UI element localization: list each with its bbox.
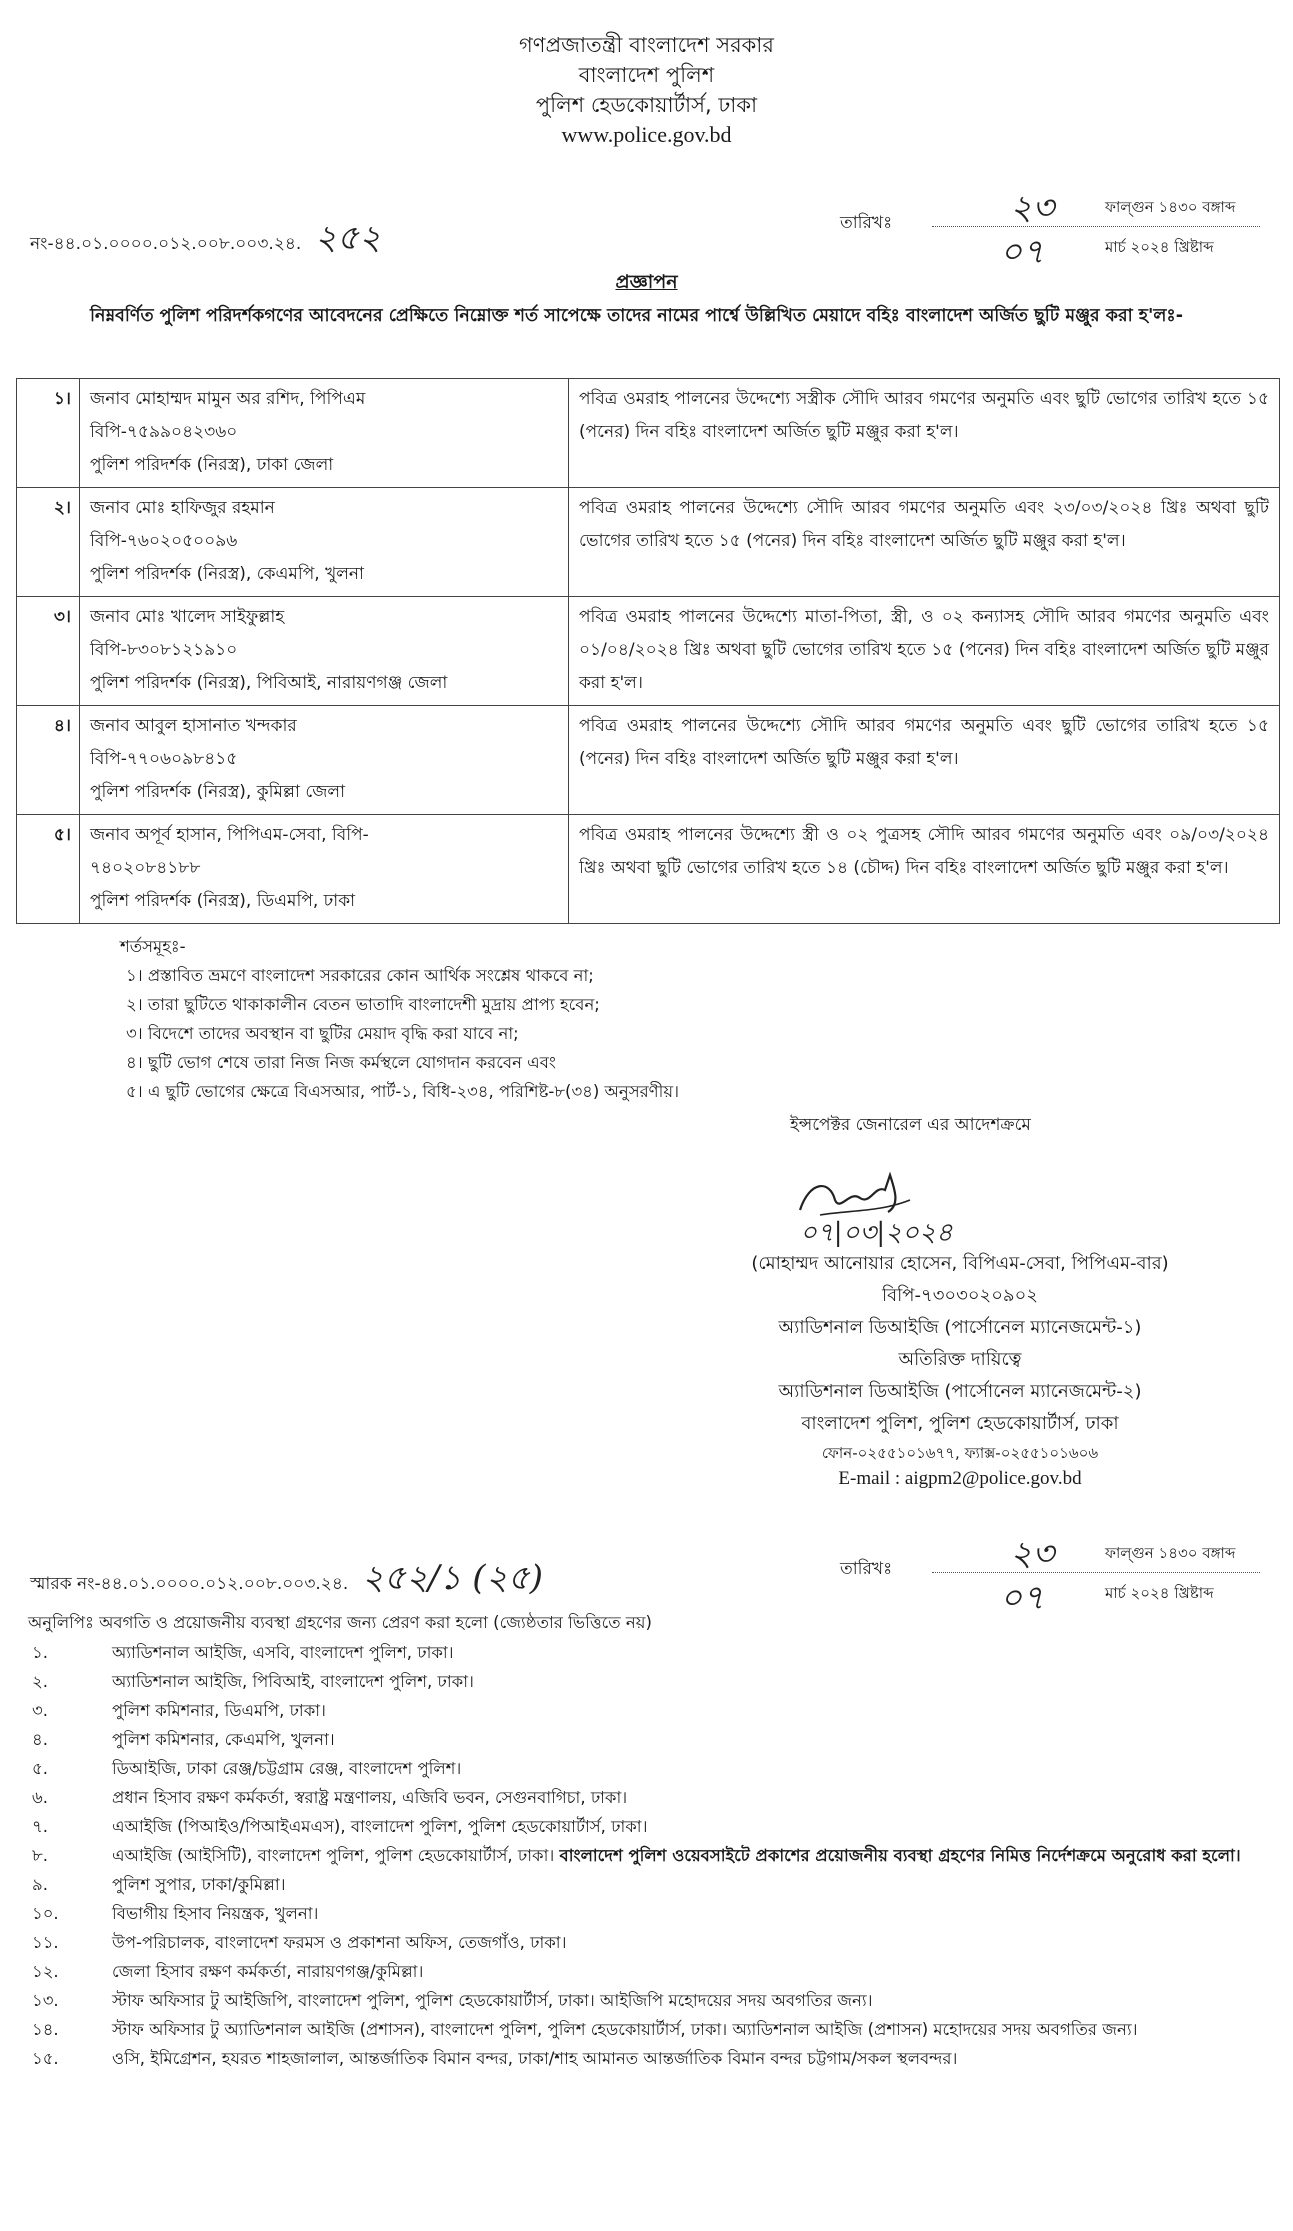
distribution-item	[32, 1696, 1272, 1725]
officer-name: জনাব অপূর্ব হাসান, পিপিএম-সেবা, বিপি-	[90, 825, 369, 845]
grant-serial: ৫।	[17, 815, 80, 924]
memo-date-month-english: মার্চ ২০২৪ খ্রিষ্টাব্দ	[1105, 1584, 1214, 1602]
grant-details: পবিত্র ওমরাহ পালনের উদ্দেশ্যে স্ত্রী ও ০২ পুত্রসহ সৌদি আরব গমণের অনুমতি এবং ০৯/০৩/২০২৪ খ্রিঃ অথবা ছুটি ভোগের তারিখ হতে ১৪ (চৌদ্দ) দিন বহিঃ বাংলাদেশ অর্জিত ছুটি মঞ্জুর করা হ'ল।	[569, 815, 1280, 924]
condition-item: ২। তারা ছুটিতে থাকাকালীন বেতন ভাতাদি বাংলাদেশী মুদ্রায় প্রাপ্য হবেন;	[126, 995, 600, 1014]
grant-details: পবিত্র ওমরাহ পালনের উদ্দেশ্যে সস্ত্রীক সৌদি আরব গমণের অনুমতি এবং ছুটি ভোগের তারিখ হতে ১৫ (পনের) দিন বহিঃ বাংলাদেশ অর্জিত ছুটি মঞ্জুর করা হ'ল।	[569, 379, 1280, 488]
distribution-item	[32, 1725, 1272, 1754]
officer-bp: বিপি-৮৩০৮১২১৯১০	[90, 640, 238, 660]
distribution-recipient: পুলিশ কমিশনার, ডিএমপি, ঢাকা।	[112, 1701, 326, 1720]
distribution-recipient: স্টাফ অফিসার টু আইজিপি, বাংলাদেশ পুলিশ, পুলিশ হেডকোয়ার্টার্স, ঢাকা। আইজিপি মহোদয়ের সদয় অবগতির জন্য।	[112, 1991, 873, 2010]
condition-item: ৫। এ ছুটি ভোগের ক্ষেত্রে বিএসআর, পার্ট-১, বিধি-২৩৪, পরিশিষ্ট-৮(৩৪) অনুসরণীয়।	[126, 1082, 679, 1101]
distribution-item-text	[112, 1957, 1272, 1986]
distribution-recipient: স্টাফ অফিসার টু অ্যাডিশনাল আইজি (প্রশাসন), বাংলাদেশ পুলিশ, পুলিশ হেডকোয়ার্টার্স, ঢাকা। অ্যাডিশনাল আইজি (প্রশাসন) মহোদয়ের সদয় অবগতির জন্য।	[112, 2020, 1138, 2039]
grant-officer	[80, 597, 569, 706]
distribution-item-text	[112, 1986, 1272, 2015]
distribution-item-number: ৩.	[32, 1701, 48, 1720]
distribution-item	[32, 1986, 1272, 2015]
distribution-item-number: ১৩.	[32, 1991, 59, 2010]
distribution-item	[32, 2015, 1272, 2044]
grant-officer	[80, 815, 569, 924]
conditions-heading: শর্তসমূহঃ-	[120, 937, 186, 956]
grant-details: পবিত্র ওমরাহ পালনের উদ্দেশ্যে সৌদি আরব গমণের অনুমতি এবং ছুটি ভোগের তারিখ হতে ১৫ (পনের) দিন বহিঃ বাংলাদেশ অর্জিত ছুটি মঞ্জুর করা হ'ল।	[569, 706, 1280, 815]
distribution-recipient: এআইজি (পিআইও/পিআইএমএস), বাংলাদেশ পুলিশ, পুলিশ হেডকোয়ার্টার্স, ঢাকা।	[112, 1817, 648, 1836]
officer-name: জনাব মোঃ খালেদ সাইফুল্লাহ	[90, 607, 285, 627]
distribution-item-text	[112, 1638, 1272, 1667]
distribution-item-number: ১.	[32, 1643, 48, 1662]
memo-date-label: তারিখঃ	[840, 1559, 893, 1579]
distribution-item-text	[112, 1841, 1272, 1870]
memo-date-day-english: ০৭	[1000, 1578, 1045, 1618]
distribution-list	[28, 1608, 1272, 2073]
grant-serial: ৪।	[17, 706, 80, 815]
distribution-item-number: ৪.	[32, 1730, 48, 1749]
memo-date-block	[840, 1534, 1260, 1618]
date-label: তারিখঃ	[840, 213, 893, 233]
letterhead-website[interactable]: www.police.gov.bd	[561, 122, 732, 147]
grant-officer	[80, 706, 569, 815]
distribution-item	[32, 2044, 1272, 2073]
condition-item: ৩। বিদেশে তাদের অবস্থান বা ছুটির মেয়াদ বৃদ্ধি করা যাবে না;	[126, 1024, 519, 1043]
document-title: প্রজ্ঞাপন	[615, 271, 678, 293]
distribution-item-text	[112, 1870, 1272, 1899]
distribution-item	[32, 1812, 1272, 1841]
distribution-item-text	[112, 1725, 1272, 1754]
grant-row	[17, 597, 1280, 706]
reference-number	[30, 212, 381, 269]
grant-officer	[80, 379, 569, 488]
grant-serial: ২।	[17, 488, 80, 597]
condition-item: ১। প্রস্তাবিত ভ্রমণে বাংলাদেশ সরকারের কোন আর্থিক সংশ্লেষ থাকবে না;	[126, 966, 594, 985]
grant-row	[17, 488, 1280, 597]
distribution-item	[32, 1754, 1272, 1783]
distribution-item	[32, 1638, 1272, 1667]
distribution-heading: অনুলিপিঃ অবগতি ও প্রয়োজনীয় ব্যবস্থা গ্রহণের জন্য প্রেরণ করা হলো (জ্যেষ্ঠতার ভিত্তিতে নয়)	[28, 1613, 652, 1632]
officer-name: জনাব মোহাম্মদ মামুন অর রশিদ, পিপিএম	[90, 389, 366, 409]
distribution-recipient: জেলা হিসাব রক্ষণ কর্মকর্তা, নারায়ণগঞ্জ/কুমিল্লা।	[112, 1962, 424, 1981]
signatory-email[interactable]: E-mail : aigpm2@police.gov.bd	[838, 1468, 1082, 1489]
officer-bp: বিপি-৭৬০২০৫০০৯৬	[90, 531, 238, 551]
distribution-item-number: ১১.	[32, 1933, 59, 1952]
distribution-recipient: অ্যাডিশনাল আইজি, এসবি, বাংলাদেশ পুলিশ, ঢাকা।	[112, 1643, 454, 1662]
date-month-english: মার্চ ২০২৪ খ্রিষ্টাব্দ	[1105, 238, 1214, 256]
distribution-item-number: ৮.	[32, 1846, 48, 1865]
memo-reference-handwritten: ২৫২/১ (২৫)	[361, 1558, 544, 1598]
signature-date: ০৭|০৩|২০২৪	[800, 1218, 953, 1248]
memo-reference-number	[30, 1552, 543, 1609]
signatory-additional-charge: অতিরিক্ত দায়িত্বে	[898, 1349, 1022, 1370]
letterhead	[0, 30, 1293, 150]
distribution-item-number: ৭.	[32, 1817, 48, 1836]
grant-row	[17, 706, 1280, 815]
distribution-item-number: ১২.	[32, 1962, 59, 1981]
intro-paragraph: নিম্নবর্ণিত পুলিশ পরিদর্শকগণের আবেদনের প্রেক্ষিতে নিম্নোক্ত শর্ত সাপেক্ষে তাদের নামের পার্শ্বে উল্লিখিত মেয়াদে বহিঃ বাংলাদেশ অর্জিত ছুটি মঞ্জুর করা হ'লঃ-	[90, 306, 1183, 326]
distribution-item-number: ৫.	[32, 1759, 48, 1778]
memo-date-day-bangla: ২৩	[1010, 1534, 1055, 1574]
distribution-recipient: পুলিশ কমিশনার, কেএমপি, খুলনা।	[112, 1730, 335, 1749]
date-month-bangla: ফাল্গুন ১৪৩০ বঙ্গাব্দ	[1105, 198, 1236, 216]
officer-post: পুলিশ পরিদর্শক (নিরস্ত্র), ঢাকা জেলা	[90, 455, 334, 475]
officer-name: জনাব আবুল হাসানাত খন্দকার	[90, 716, 297, 736]
distribution-item-text	[112, 1696, 1272, 1725]
reference-number-text: নং-৪৪.০১.০০০০.০১২.০০৮.০০৩.২৪.	[30, 234, 302, 254]
date-divider	[932, 226, 1260, 227]
distribution-item-text	[112, 2015, 1272, 2044]
signatory-designation-2: অ্যাডিশনাল ডিআইজি (পার্সোনেল ম্যানেজমেন্ট-২)	[778, 1381, 1142, 1402]
date-day-english: ০৭	[1000, 232, 1045, 272]
grant-details: পবিত্র ওমরাহ পালনের উদ্দেশ্যে মাতা-পিতা, স্ত্রী, ও ০২ কন্যাসহ সৌদি আরব গমণের অনুমতি এবং ০১/০৪/২০২৪ খ্রিঃ অথবা ছুটি ভোগের তারিখ হতে ১৫ (পনের) দিন বহিঃ বাংলাদেশ অর্জিত ছুটি মঞ্জুর করা হ'ল।	[569, 597, 1280, 706]
distribution-item-number: ২.	[32, 1672, 48, 1691]
distribution-item-number: ১৫.	[32, 2049, 59, 2068]
reference-handwritten: ২৫২	[314, 218, 381, 258]
officer-post: পুলিশ পরিদর্শক (নিরস্ত্র), কেএমপি, খুলনা	[90, 564, 364, 584]
officer-post: পুলিশ পরিদর্শক (নিরস্ত্র), ডিএমপি, ঢাকা	[90, 891, 356, 911]
officer-post: পুলিশ পরিদর্শক (নিরস্ত্র), কুমিল্লা জেলা	[90, 782, 346, 802]
signatory-designation-1: অ্যাডিশনাল ডিআইজি (পার্সোনেল ম্যানেজমেন্ট-১)	[778, 1317, 1142, 1338]
distribution-item	[32, 1667, 1272, 1696]
letterhead-police: বাংলাদেশ পুলিশ	[578, 63, 715, 87]
condition-item: ৪। ছুটি ভোগ শেষে তারা নিজ নিজ কর্মস্থলে যোগদান করবেন এবং	[126, 1053, 556, 1072]
leave-grant-table	[16, 378, 1280, 924]
distribution-item-number: ১৪.	[32, 2020, 59, 2039]
signatory-name: (মোহাম্মদ আনোয়ার হোসেন, বিপিএম-সেবা, পিপিএম-বার)	[751, 1253, 1169, 1274]
distribution-instruction: বাংলাদেশ পুলিশ ওয়েবসাইটে প্রকাশের প্রয়োজনীয় ব্যবস্থা গ্রহণের নিমিত্ত নির্দেশক্রমে অনুরোধ করা হলো।	[559, 1846, 1241, 1865]
grant-serial: ৩।	[17, 597, 80, 706]
distribution-item	[32, 1870, 1272, 1899]
distribution-item-number: ৬.	[32, 1788, 48, 1807]
distribution-item	[32, 1928, 1272, 1957]
distribution-recipient: ডিআইজি, ঢাকা রেঞ্জ/চট্টগ্রাম রেঞ্জ, বাংলাদেশ পুলিশ।	[112, 1759, 462, 1778]
distribution-item	[32, 1841, 1272, 1870]
date-day-bangla: ২৩	[1010, 188, 1055, 228]
conditions	[120, 932, 679, 1106]
distribution-recipient: অ্যাডিশনাল আইজি, পিবিআই, বাংলাদেশ পুলিশ, ঢাকা।	[112, 1672, 474, 1691]
officer-bp: বিপি-৭৫৯৯০৪২৩৬০	[90, 422, 238, 442]
distribution-item	[32, 1957, 1272, 1986]
memo-date-month-bangla: ফাল্গুন ১৪৩০ বঙ্গাব্দ	[1105, 1544, 1236, 1562]
distribution-item	[32, 1899, 1272, 1928]
distribution-item-number: ৯.	[32, 1875, 48, 1894]
officer-post: পুলিশ পরিদর্শক (নিরস্ত্র), পিবিআই, নারায়ণগঞ্জ জেলা	[90, 673, 448, 693]
signatory-phone-fax: ফোন-০২৫৫১০১৬৭৭, ফ্যাক্স-০২৫৫১০১৬০৬	[821, 1444, 1099, 1462]
letterhead-hq: পুলিশ হেডকোয়ার্টার্স, ঢাকা	[535, 93, 758, 117]
signatory-bp: বিপি-৭৩০৩০২০৯০২	[881, 1285, 1039, 1306]
officer-bp: বিপি-৭৭০৬০৯৮৪১৫	[90, 749, 238, 769]
distribution-recipient: প্রধান হিসাব রক্ষণ কর্মকর্তা, স্বরাষ্ট্র মন্ত্রণালয়, এজিবি ভবন, সেগুনবাগিচা, ঢাকা।	[112, 1788, 628, 1807]
memo-date-divider	[932, 1572, 1260, 1573]
distribution-recipient: বিভাগীয় হিসাব নিয়ন্ত্রক, খুলনা।	[112, 1904, 319, 1923]
officer-bp: ৭৪০২০৮৪১৮৮	[90, 858, 201, 878]
distribution-recipient: উপ-পরিচালক, বাংলাদেশ ফরমস ও প্রকাশনা অফিস, তেজগাঁও, ঢাকা।	[112, 1933, 567, 1952]
grant-details: পবিত্র ওমরাহ পালনের উদ্দেশ্যে সৌদি আরব গমণের অনুমতি এবং ২৩/০৩/২০২৪ খ্রিঃ অথবা ছুটি ভোগের তারিখ হতে ১৫ (পনের) দিন বহিঃ বাংলাদেশ অর্জিত ছুটি মঞ্জুর করা হ'ল।	[569, 488, 1280, 597]
signatory-office: বাংলাদেশ পুলিশ, পুলিশ হেডকোয়ার্টার্স, ঢাকা	[801, 1413, 1119, 1434]
distribution-recipient: ওসি, ইমিগ্রেশন, হযরত শাহজালাল, আন্তর্জাতিক বিমান বন্দর, ঢাকা/শাহ আমানত আন্তর্জাতিক বিমান বন্দর চট্টগাম/সকল স্থলবন্দর।	[112, 2049, 958, 2068]
distribution-item-number: ১০.	[32, 1904, 59, 1923]
date-block	[840, 188, 1260, 272]
distribution-item-text	[112, 1667, 1272, 1696]
distribution-item-text	[112, 1812, 1272, 1841]
distribution-recipient: পুলিশ সুপার, ঢাকা/কুমিল্লা।	[112, 1875, 286, 1894]
distribution-item-text	[112, 1899, 1272, 1928]
order-line: ইন্সপেক্টর জেনারেল এর আদেশক্রমে	[790, 1115, 1031, 1135]
grant-row	[17, 379, 1280, 488]
letterhead-government: গণপ্রজাতন্ত্রী বাংলাদেশ সরকার	[519, 33, 774, 57]
grant-officer	[80, 488, 569, 597]
grant-serial: ১।	[17, 379, 80, 488]
distribution-item-text	[112, 1783, 1272, 1812]
distribution-item-text	[112, 2044, 1272, 2073]
memo-reference-text: স্মারক নং-৪৪.০১.০০০০.০১২.০০৮.০০৩.২৪.	[30, 1574, 349, 1594]
distribution-item-text	[112, 1928, 1272, 1957]
officer-name: জনাব মোঃ হাফিজুর রহমান	[90, 498, 275, 518]
distribution-recipient: এআইজি (আইসিটি), বাংলাদেশ পুলিশ, পুলিশ হেডকোয়ার্টার্স, ঢাকা।	[112, 1846, 555, 1865]
grant-row	[17, 815, 1280, 924]
distribution-item	[32, 1783, 1272, 1812]
distribution-item-text	[112, 1754, 1272, 1783]
signatory-block	[640, 1248, 1280, 1492]
